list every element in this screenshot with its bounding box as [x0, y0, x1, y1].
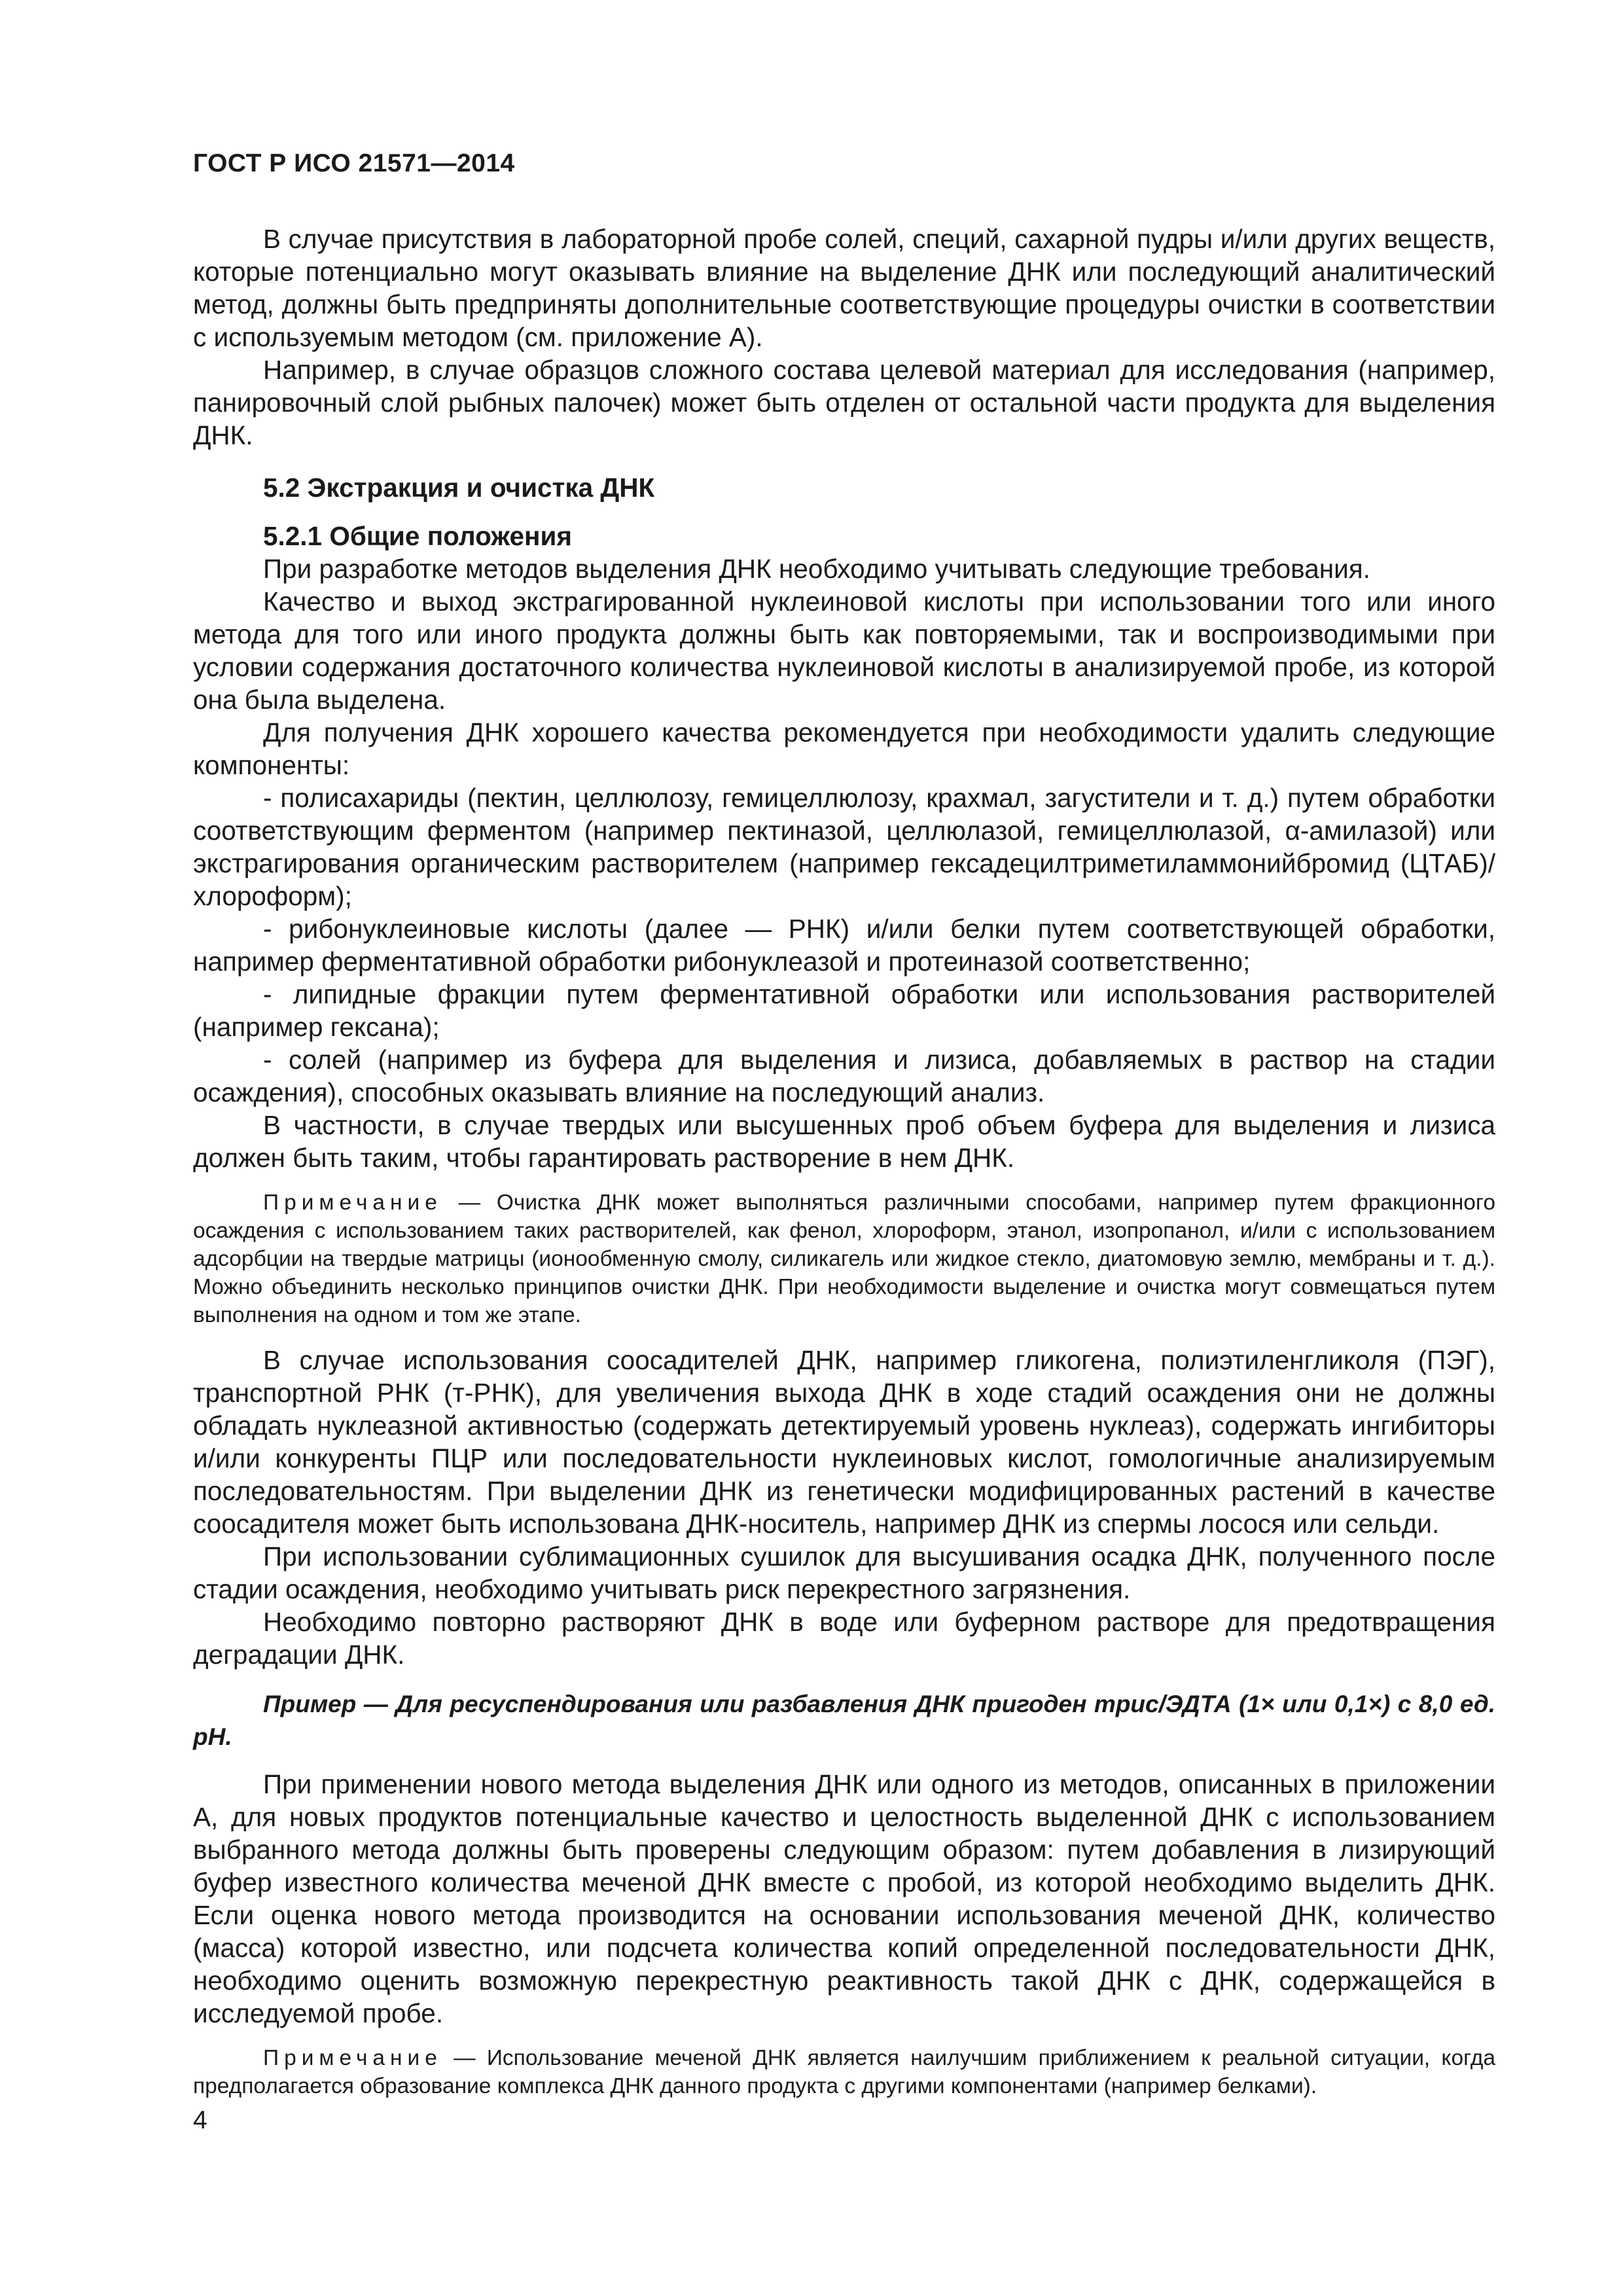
- paragraph: Например, в случае образцов сложного состава целевой материал для исследования (например, панировочный слой рыбных палочек) может быть отделен от остальной части продукта для выделения ДНК.: [193, 355, 1495, 450]
- paragraph: При использовании сублимационных сушилок для высушивания осадка ДНК, полученного после стадии осаждения, необходимо учитывать риск перекрестного загрязнения.: [193, 1541, 1495, 1604]
- list-item: - рибонуклеиновые кислоты (далее — РНК) и/или белки путем соответствующей обработки, например ферментативной обработки рибонуклеазой и протеиназой соответственно;: [193, 914, 1495, 977]
- list-item: - солей (например из буфера для выделения и лизиса, добавляемых в раствор на стадии осаждения), способных оказывать влияние на последующий анализ.: [193, 1045, 1495, 1107]
- document-header: ГОСТ Р ИСО 21571—2014: [193, 149, 515, 177]
- note: [193, 1189, 1495, 1329]
- list-item: - липидные фракции путем ферментативной обработки или использования растворителей (например гексана);: [193, 979, 1495, 1042]
- paragraph: В случае присутствия в лабораторной пробе солей, специй, сахарной пудры и/или других веществ, которые потенциально могут оказывать влияние на выделение ДНК или последующий аналитический метод, должны быть предприняты дополнительные соответствующие процедуры очистки в соответствии с используемым методом (см. приложение А).: [193, 224, 1495, 352]
- subsection-heading-5-2-1: 5.2.1 Общие положения: [263, 521, 572, 551]
- list-item: - полисахариды (пектин, целлюлозу, гемицеллюлозу, крахмал, загустители и т. д.) путем обработки соответствующим ферментом (например пектиназой, целлюлазой, гемицеллюлазой, α-амилазой) или экстрагирования органическим растворителем (например гексадецилтриметиламмонийбромид (ЦТАБ)/хлороформ);: [193, 783, 1495, 911]
- paragraph: Для получения ДНК хорошего качества рекомендуется при необходимости удалить следующие компоненты:: [193, 717, 1495, 780]
- note: [193, 2044, 1495, 2100]
- note-label: Примечание: [263, 1191, 442, 1215]
- example: Пример — Для ресуспендирования или разбавления ДНК пригоден трис/ЭДТА (1× или 0,1×) с 8,0 ед. рН.: [193, 1691, 1495, 1750]
- document-body: [193, 223, 1495, 2115]
- paragraph: Необходимо повторно растворяют ДНК в воде или буферном растворе для предотвращения деградации ДНК.: [193, 1607, 1495, 1670]
- page-number: 4: [193, 2106, 207, 2134]
- note-text: — Очистка ДНК может выполняться различными способами, например путем фракционного осаждения с использованием таких растворителей, как фенол, хлороформ, этанол, изопропанол, и/или с использованием адсорбции на твердые матрицы (ионообменную смолу, силикагель или жидкое стекло, диатомовую землю, мембраны и т. д.). Можно объединить несколько принципов очистки ДНК. При необходимости выделение и очистка могут совмещаться путем выполнения на одном и том же этапе.: [193, 1191, 1495, 1327]
- section-heading-5-2: 5.2 Экстракция и очистка ДНК: [263, 473, 655, 503]
- note-text: — Использование меченой ДНК является наилучшим приближением к реальной ситуации, когда предполагается образование комплекса ДНК данного продукта с другими компонентами (например белками).: [193, 2046, 1495, 2098]
- paragraph: В случае использования соосадителей ДНК, например гликогена, полиэтиленгликоля (ПЭГ), транспортной РНК (т-РНК), для увеличения выхода ДНК в ходе стадий осаждения они не должны обладать нуклеазной активностью (содержать детектируемый уровень нуклеаз), содержать ингибиторы и/или конкуренты ПЦР или последовательности нуклеиновых кислот, гомологичные анализируемым последовательностям. При выделении ДНК из генетически модифицированных растений в качестве соосадителя может быть использована ДНК-носитель, например ДНК из спермы лосося или сельди.: [193, 1345, 1495, 1539]
- paragraph: Качество и выход экстрагированной нуклеиновой кислоты при использовании того или иного метода для того или иного продукта должны быть как повторяемыми, так и воспроизводимыми при условии содержания достаточного количества нуклеиновой кислоты в анализируемой пробе, из которой она была выделена.: [193, 586, 1495, 715]
- paragraph: При применении нового метода выделения ДНК или одного из методов, описанных в приложении А, для новых продуктов потенциальные качество и целостность выделенной ДНК с использованием выбранного метода должны быть проверены следующим образом: путем добавления в лизирующий буфер известного количества меченой ДНК вместе с пробой, из которой необходимо выделить ДНК. Если оценка нового метода производится на основании использования меченой ДНК, количество (масса) которой известно, или подсчета количества копий определенной последовательности ДНК, необходимо оценить возможную перекрестную реактивность такой ДНК с ДНК, содержащейся в исследуемой пробе.: [193, 1769, 1495, 2028]
- paragraph: При разработке методов выделения ДНК необходимо учитывать следующие требования.: [263, 554, 1370, 584]
- note-label: Примечание: [263, 2046, 442, 2070]
- paragraph: В частности, в случае твердых или высушенных проб объем буфера для выделения и лизиса должен быть таким, чтобы гарантировать растворение в нем ДНК.: [193, 1110, 1495, 1173]
